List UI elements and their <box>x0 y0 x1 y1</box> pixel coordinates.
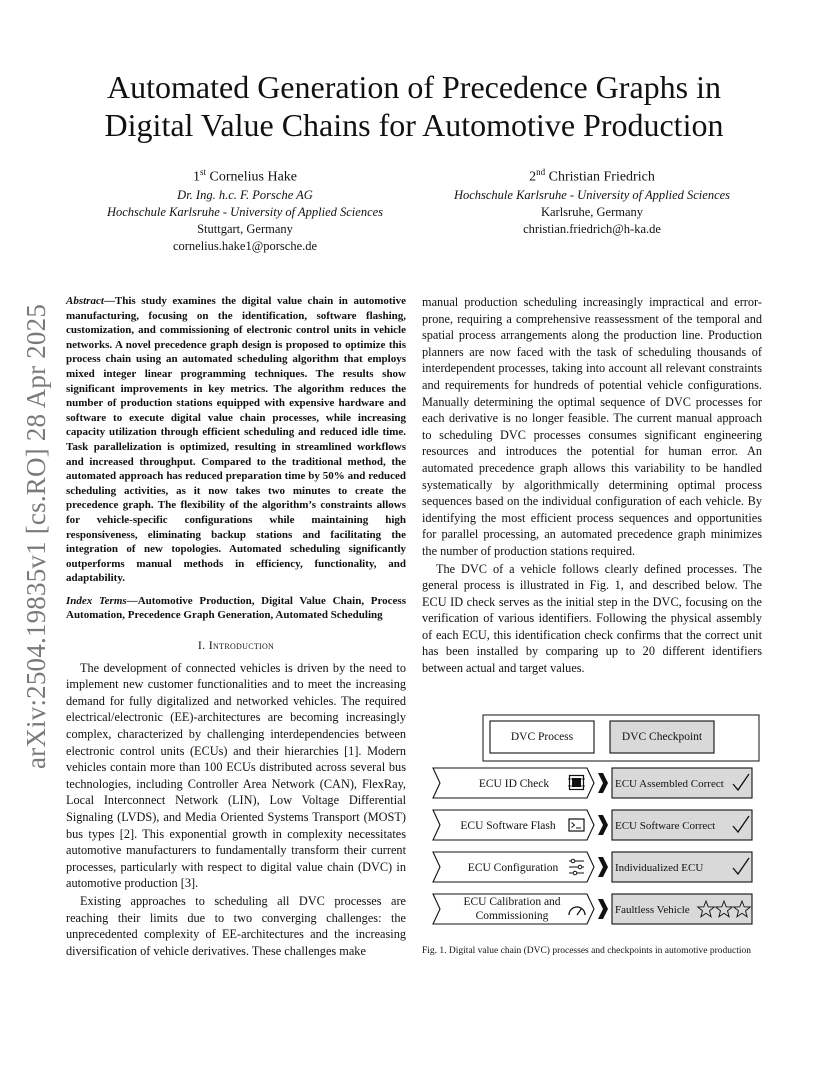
intro-paragraph-1: The development of connected vehicles is driven by the need to implement new customer functionalities and to meet the increasing demand for fully digitalized and networked vehicles. The required electrical/electronic (EE)-architectures are becoming increasingly complex, characterized by challenging interdependencies between electronic control units (ECUs) and their hierarchies [1]. Modern vehicles contain more than 100 ECUs distributed across several bus technologies, including Controller Area Network (CAN), FlexRay, Local Interconnect Network (LIN), Low Voltage Differential Signaling (LVDS), and Media Oriented Systems Transport (MOST) bus types [2]. This exponential growth in complexity necessitates automotive manufacturers to fundamentally transform their current processes, particularly with respect to digital value chain (DVC) in automotive production [3]. <box>66 660 406 891</box>
author-block-1 <box>70 163 420 255</box>
abstract <box>66 294 406 586</box>
arxiv-identifier-text: arXiv:2504.19835v1 [cs.RO] 28 Apr 2025 <box>21 303 52 769</box>
checkpoint-label-1: ECU Assembled Correct <box>615 778 724 790</box>
section-heading-introduction <box>66 637 406 654</box>
right-column <box>422 294 762 677</box>
section-title: Introduction <box>208 638 275 653</box>
author-1-ordinal: 1 <box>193 169 200 185</box>
arrow-icon-3 <box>598 857 608 877</box>
author-2-ordinal: 2 <box>529 169 537 185</box>
author-block-2 <box>412 163 772 238</box>
index-terms-label: Index Terms <box>66 594 127 607</box>
process-label-2: ECU Software Flash <box>460 820 556 832</box>
checkpoint-label-3: Individualized ECU <box>615 862 704 874</box>
author-1-name: Cornelius Hake <box>209 169 297 185</box>
checkpoint-label-4: Faultless Vehicle <box>615 904 690 916</box>
paper-title-line-2: Digital Value Chains for Automotive Production <box>104 107 724 143</box>
header-process-label: DVC Process <box>510 731 574 743</box>
author-1-affiliation-1: Dr. Ing. h.c. F. Porsche AG <box>177 187 313 202</box>
author-2-email: christian.friedrich@h-ka.de <box>523 221 661 236</box>
index-terms-text: —Automotive Production, Digital Value Chain, Process Automation, Precedence Graph Generation, Automated Scheduling <box>66 594 406 622</box>
author-2-location: Karlsruhe, Germany <box>540 204 644 219</box>
abstract-label: Abstract <box>66 295 104 307</box>
left-column <box>66 294 406 959</box>
index-terms <box>66 594 406 623</box>
header-checkpoint-label: DVC Checkpoint <box>621 731 703 743</box>
author-2-name: Christian Friedrich <box>548 169 655 185</box>
process-label-4-line-1: ECU Calibration and <box>463 896 561 908</box>
author-1-ordinal-suffix: st <box>200 167 207 177</box>
intro-paragraph-2: Existing approaches to scheduling all DVC processes are reaching their limits due to two converging challenges: the unprecedented complexity of EE-architectures and the increasing diversification of vehicle derivatives. These challenges make <box>66 893 406 958</box>
section-numeral: I. <box>197 638 206 653</box>
arrow-icon-4 <box>598 899 608 919</box>
dvc-diagram-svg <box>422 708 767 934</box>
figure-1-dvc-diagram <box>422 708 767 934</box>
abstract-text: —This study examines the digital value chain in automotive manufacturing, focusing on the identification, software flashing, customization, and commissioning of electronic control units in vehicle networks. A novel precedence graph design is proposed to optimize this process chain using an automated scheduling algorithm that employs mixed integer linear programming techniques. The results show significant improvements in key metrics. The algorithm reduces the number of production stations equipped with expensive hardware and software to execute digital value chain processes, while increasing capacity utilization through efficient scheduling and reduced idle time. Task parallelization is optimized, resulting in streamlined workflows and increased throughput. Compared to the traditional method, the automated approach has reduced preparation time by 50% and reduced scheduling activities, as it now takes two minutes to create the precedence graph. The flexibility of the algorithm’s constraints allows for vehicle-specific configurations while maintaining high responsiveness, eliminating backup stations and facilitating the integration of new topologies. Automated scheduling significantly outperforms manual methods in efficiency, functionality, and adaptability. <box>66 295 406 585</box>
checkpoint-label-2: ECU Software Correct <box>615 820 716 832</box>
process-label-3: ECU Configuration <box>467 862 559 874</box>
figure-1-caption: Fig. 1. Digital value chain (DVC) processes and checkpoints in automotive production <box>422 946 751 956</box>
author-1-location: Stuttgart, Germany <box>197 221 293 236</box>
process-label-1: ECU ID Check <box>478 778 550 790</box>
author-1-email: cornelius.hake1@porsche.de <box>172 238 318 253</box>
arxiv-identifier-stamp <box>14 296 60 776</box>
author-2-affiliation-1: Hochschule Karlsruhe - University of Applied Sciences <box>453 187 731 202</box>
arrow-icon-2 <box>598 815 608 835</box>
author-1-name-line <box>70 163 420 187</box>
author-2-ordinal-suffix: nd <box>536 167 546 177</box>
process-label-4-line-2: Commissioning <box>475 910 549 922</box>
paper-title <box>60 68 768 144</box>
right-paragraph-1: manual production scheduling increasingly impractical and error-prone, requiring a comprehensive reassessment of the temporal and spatial process arrangements along the production line. Production planners are now faced with the task of scheduling thousands of interdependent processes, taking into account all relevant constraints and requirements for hundreds of potential vehicle configurations. Manually determining the optimal sequence of DVC processes for each derivative is no longer feasible. The current manual approach to scheduling DVC processes consumes significant engineering resources and introduces the potential for human error. An automated precedence graph allows this variability to be handled systematically by algorithmically determining optimal process sequences based on the individual configuration of each vehicle. By identifying the most efficient process sequences and opportunities for parallel processing, an automated precedence graph minimizes the number of production stations required. <box>422 295 762 558</box>
paper-title-line-1: Automated Generation of Precedence Graphs in <box>107 69 721 105</box>
arrow-icon-1 <box>598 773 608 793</box>
right-paragraph-2: The DVC of a vehicle follows clearly defined processes. The general process is illustrated in Fig. 1, and described below. The ECU ID check serves as the initial step in the DVC, focusing on the verification of various identifiers. Following the physical assembly of each ECU, this identification check confirms that the correct unit has been installed by comparing up to 20 different identifiers between actual and target values. <box>422 561 762 676</box>
author-2-name-line <box>412 163 772 187</box>
author-1-affiliation-2: Hochschule Karlsruhe - University of Applied Sciences <box>106 204 384 219</box>
